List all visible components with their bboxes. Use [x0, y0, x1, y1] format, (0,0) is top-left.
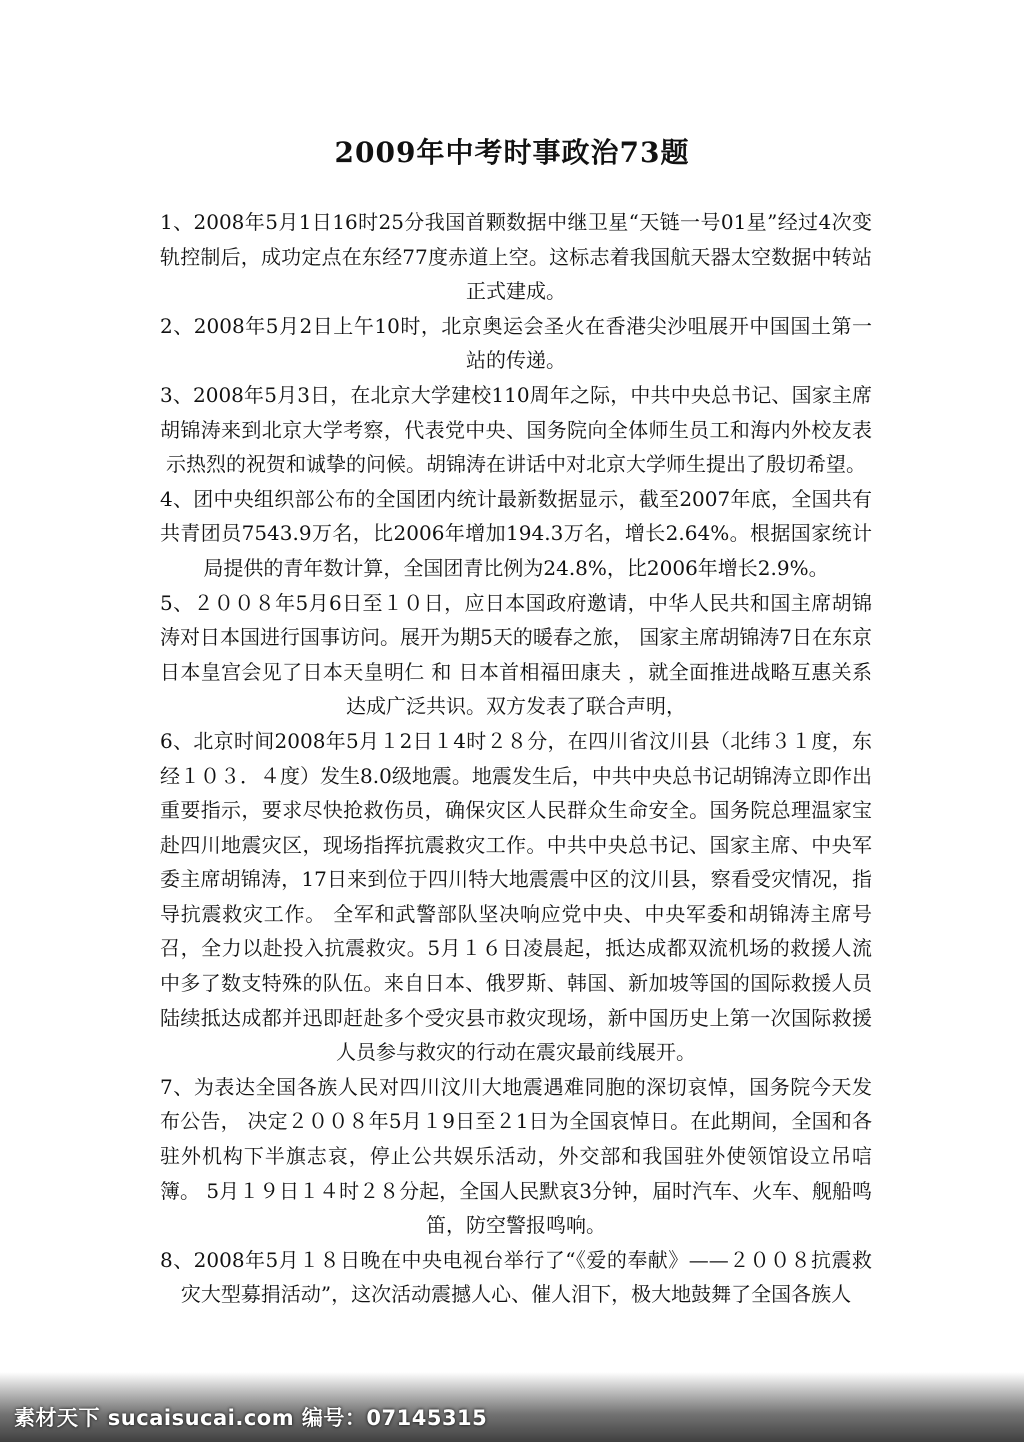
document-body — [160, 205, 872, 1312]
question-item-6: 6、北京时间2008年5月１2日１4时２８分，在四川省汶川县（北纬３１度，东经１０３．４度）发生8.0级地震。地震发生后，中共中央总书记胡锦涛立即作出重要指示，要求尽快抢救伤员，确保灾区人民群众生命安全。国务院总理温家宝赴四川地震灾区，现场指挥抗震救灾工作。中共中央总书记、国家主席、中央军委主席胡锦涛，17日来到位于四川特大地震震中区的汶川县，察看受灾情况，指导抗震救灾工作。 全军和武警部队坚决响应党中央、中央军委和胡锦涛主席号召，全力以赴投入抗震救灾。5月１６日凌晨起，抵达成都双流机场的救援人流中多了数支特殊的队伍。来自日本、俄罗斯、韩国、新加坡等国的国际救援人员陆续抵达成都并迅即赶赴多个受灾县市救灾现场，新中国历史上第一次国际救援人员参与救灾的行动在震灾最前线展开。 — [160, 728, 872, 1065]
question-item-5: 5、２００８年5月6日至１０日，应日本国政府邀请，中华人民共和国主席胡锦涛对日本国进行国事访问。展开为期5天的暖春之旅， 国家主席胡锦涛7日在东京日本皇宫会见了日本天皇明仁 和 日本首相福田康夫 ，就全面推进战略互惠关系达成广泛共识。双方发表了联合声明， — [160, 590, 872, 719]
question-item-4: 4、团中央组织部公布的全国团内统计最新数据显示，截至2007年底，全国共有共青团员7543.9万名，比2006年增加194.3万名，增长2.64%。根据国家统计局提供的青年数计算，全国团青比例为24.8%，比2006年增长2.9%。 — [160, 486, 872, 580]
question-item-7: 7、为表达全国各族人民对四川汶川大地震遇难同胞的深切哀悼，国务院今天发布公告， 决定２００８年5月１9日至２1日为全国哀悼日。在此期间，全国和各驻外机构下半旗志哀，停止公共娱乐活动，外交部和我国驻外使领馆设立吊唁簿。 5月１９日１４时２８分起，全国人民默哀3分钟，届时汽车、火车、舰船鸣笛，防空警报鸣响。 — [160, 1074, 872, 1238]
question-item-2: 2、2008年5月2日上午10时，北京奥运会圣火在香港尖沙咀展开中国国土第一站的传递。 — [160, 313, 872, 373]
question-item-1: 1、2008年5月1日16时25分我国首颗数据中继卫星“天链一号01星”经过4次变轨控制后，成功定点在东经77度赤道上空。这标志着我国航天器太空数据中转站正式建成。 — [160, 210, 872, 304]
watermark-text: 素材天下 sucaisucai.com 编号：07145315 — [14, 1406, 488, 1430]
document-title: 2009年中考时事政治73题 — [334, 136, 690, 169]
question-item-8: 8、2008年5月１８日晚在中央电视台举行了“《爱的奉献》——２００８抗震救灾大型募捐活动”，这次活动震撼人心、催人泪下，极大地鼓舞了全国各族人 — [160, 1247, 872, 1307]
question-item-3: 3、2008年5月3日，在北京大学建校110周年之际，中共中央总书记、国家主席胡锦涛来到北京大学考察，代表党中央、国务院向全体师生员工和海内外校友表示热烈的祝贺和诚挚的问候。胡锦涛在讲话中对北京大学师生提出了殷切希望。 — [160, 382, 872, 477]
watermark-banner — [0, 1372, 1024, 1442]
